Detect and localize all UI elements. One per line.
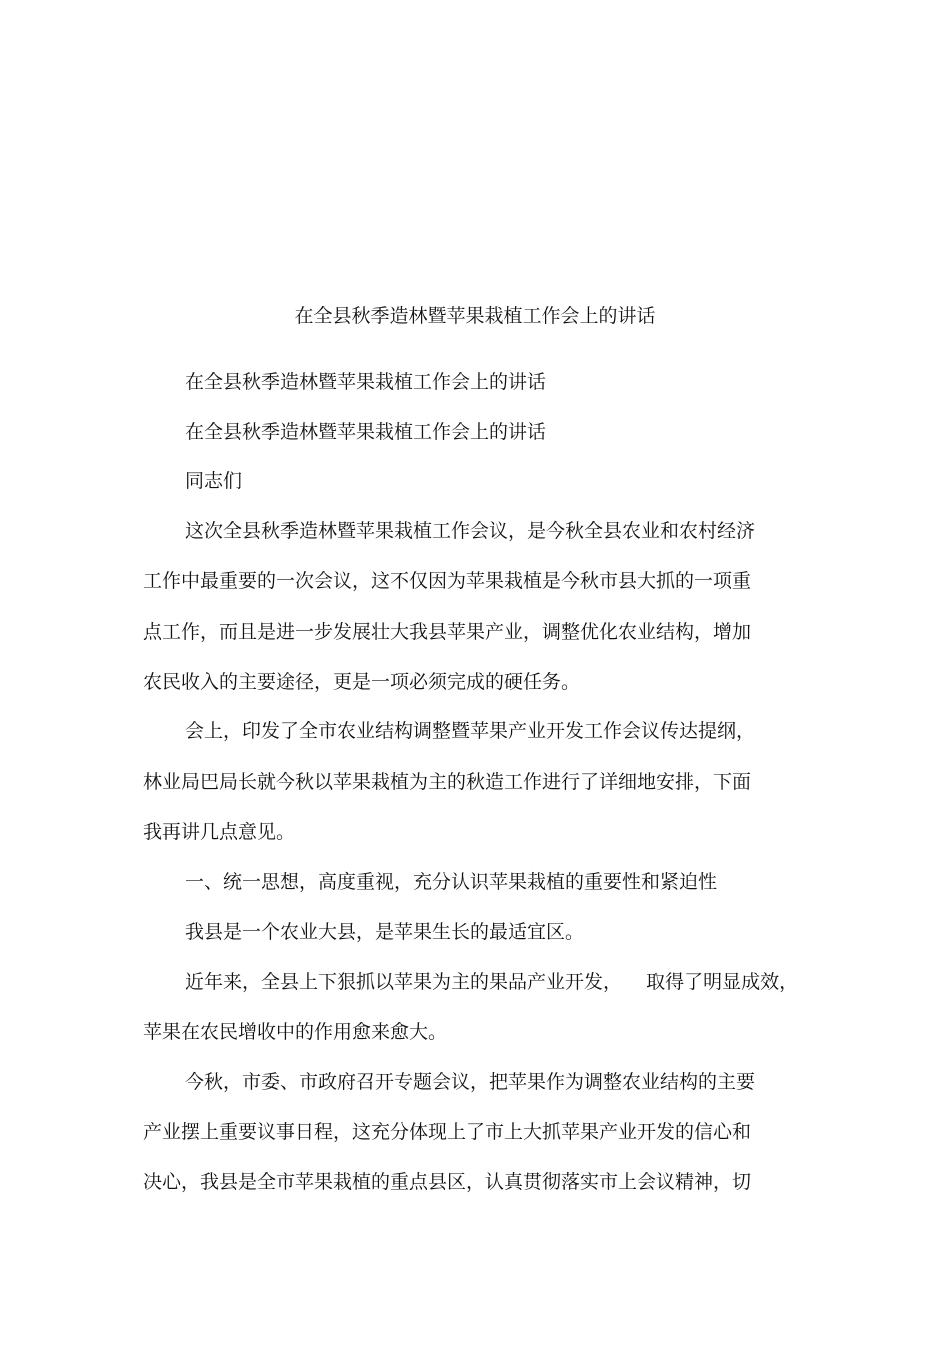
- body-line: 在全县秋季造林暨苹果栽植工作会上的讲话: [185, 371, 547, 393]
- body-line: 工作中最重要的一次会议，这不仅因为苹果栽植是今秋市县大抓的一项重: [143, 570, 752, 592]
- body-line: 决心，我县是全市苹果栽植的重点县区，认真贯彻落实市上会议精神，切: [143, 1171, 752, 1193]
- body-line: 产业摆上重要议事日程，这充分体现上了市上大抓苹果产业开发的信心和: [143, 1121, 752, 1143]
- body-line: 林业局巴局长就今秋以苹果栽植为主的秋造工作进行了详细地安排，下面: [143, 771, 752, 793]
- body-line: 农民收入的主要途径，更是一项必须完成的硬任务。: [143, 671, 581, 693]
- body-line: 今秋，市委、市政府召开专题会议，把苹果作为调整农业结构的主要: [185, 1071, 756, 1093]
- body-line: 会上，印发了全市农业结构调整暨苹果产业开发工作会议传达提纲，: [185, 720, 756, 742]
- body-line: 近年来，全县上下狠抓以苹果为主的果品产业开发， 取得了明显成效，: [185, 971, 799, 993]
- body-line: 苹果在农民增收中的作用愈来愈大。: [143, 1021, 448, 1043]
- section-heading: 一、统一思想，高度重视，充分认识苹果栽植的重要性和紧迫性: [185, 871, 718, 893]
- body-line: 我县是一个农业大县，是苹果生长的最适宜区。: [185, 921, 585, 943]
- body-line: 这次全县秋季造林暨苹果栽植工作会议，是今秋全县农业和农村经济: [185, 520, 756, 542]
- body-line: 点工作，而且是进一步发展壮大我县苹果产业，调整优化农业结构，增加: [143, 621, 752, 643]
- document-title: 在全县秋季造林暨苹果栽植工作会上的讲话: [294, 305, 656, 327]
- body-line: 我再讲几点意见。: [143, 821, 296, 843]
- body-line: 在全县秋季造林暨苹果栽植工作会上的讲话: [185, 421, 547, 443]
- salutation: 同志们: [185, 470, 243, 492]
